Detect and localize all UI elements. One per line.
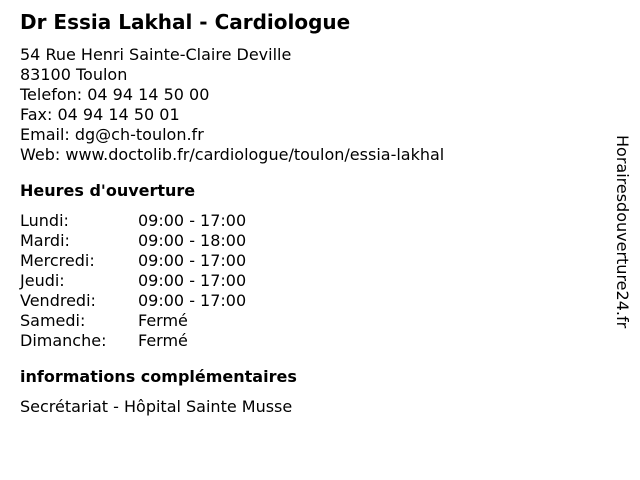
time-range: 09:00 - 17:00: [138, 271, 247, 290]
hours-row: [20, 331, 600, 351]
time-range: Fermé: [138, 331, 188, 350]
opening-hours-table: [20, 211, 600, 351]
opening-hours-heading: Heures d'ouverture: [20, 181, 196, 200]
hours-row: [20, 271, 600, 291]
website-url: Web: www.doctolib.fr/cardiologue/toulon/essia-lakhal: [20, 145, 445, 164]
day-label: Samedi:: [20, 311, 86, 330]
time-range: Fermé: [138, 311, 188, 330]
hours-row: [20, 231, 600, 251]
hours-row: [20, 211, 600, 231]
additional-info-text: Secrétariat - Hôpital Sainte Musse: [20, 397, 293, 416]
page-title: Dr Essia Lakhal - Cardiologue: [20, 10, 351, 34]
additional-info-heading: informations complémentaires: [20, 367, 297, 386]
time-range: 09:00 - 17:00: [138, 211, 247, 230]
time-range: 09:00 - 17:00: [138, 291, 247, 310]
day-label: Vendredi:: [20, 291, 96, 310]
hours-row: [20, 251, 600, 271]
day-label: Mardi:: [20, 231, 70, 250]
fax-number: Fax: 04 94 14 50 01: [20, 105, 180, 124]
time-range: 09:00 - 17:00: [138, 251, 247, 270]
hours-row: [20, 311, 600, 331]
address-street: 54 Rue Henri Sainte-Claire Deville: [20, 45, 292, 64]
day-label: Jeudi:: [20, 271, 65, 290]
doctor-card: [20, 9, 600, 417]
time-range: 09:00 - 18:00: [138, 231, 247, 250]
site-watermark: Horairesdouverture24.fr: [613, 135, 632, 329]
day-label: Lundi:: [20, 211, 69, 230]
day-label: Dimanche:: [20, 331, 107, 350]
day-label: Mercredi:: [20, 251, 95, 270]
email-address: Email: dg@ch-toulon.fr: [20, 125, 204, 144]
address-city: 83100 Toulon: [20, 65, 128, 84]
phone-number: Telefon: 04 94 14 50 00: [20, 85, 210, 104]
hours-row: [20, 291, 600, 311]
